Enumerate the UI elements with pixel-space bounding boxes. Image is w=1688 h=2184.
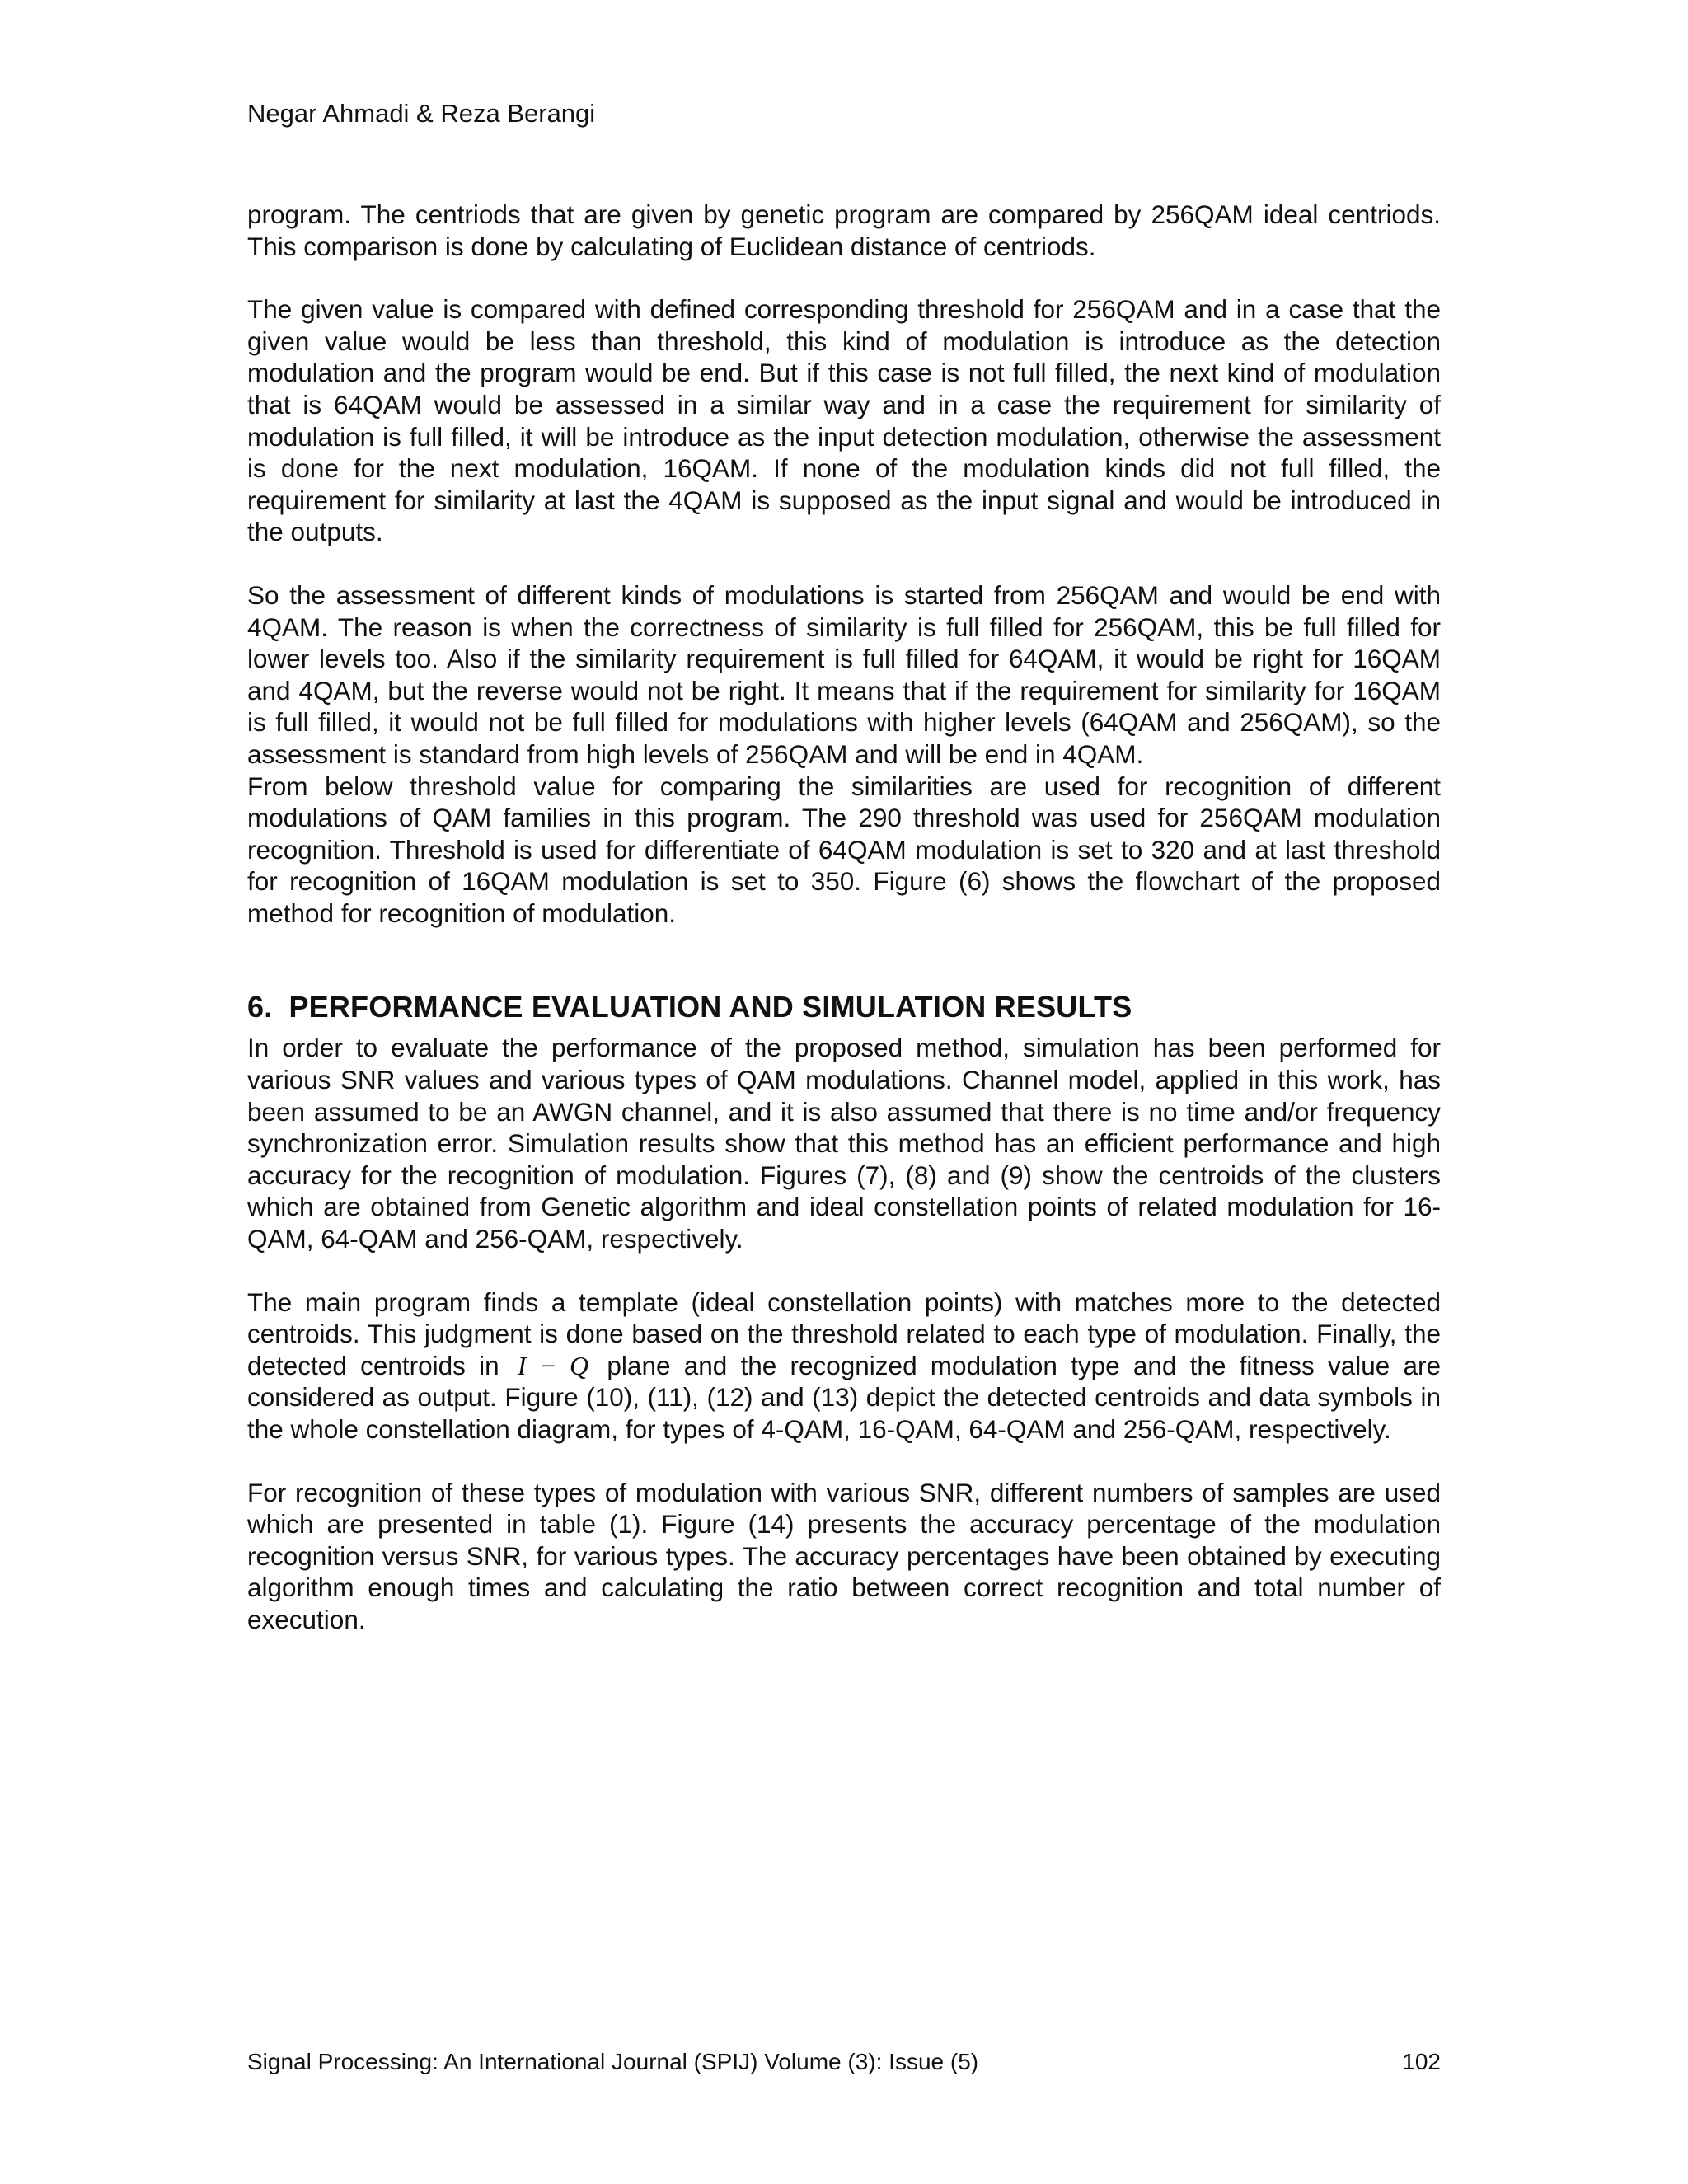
section-heading (247, 987, 1441, 1027)
footer-journal-citation: Signal Processing: An International Journal (SPIJ) Volume (3): Issue (5) (247, 2049, 979, 2074)
body-paragraph: The given value is compared with defined corresponding threshold for 256QAM and in a case that the given value would be less than threshold, this kind of modulation is introduce as the detection modulation and the program would be end. But if this case is not full filled, the next kind of modulation that is 64QAM would be assessed in a similar way and in a case the requirement for similarity of modulation is full filled, it will be introduce as the input detection modulation, otherwise the assessment is done for the next modulation, 16QAM. If none of the modulation kinds did not full filled, the requirement for similarity at last the 4QAM is supposed as the input signal and would be introduced in the outputs. (247, 294, 1441, 547)
body-paragraph: So the assessment of different kinds of modulations is started from 256QAM and would be end with 4QAM. The reason is when the correctness of similarity is full filled for 256QAM, this be full filled for lower levels too. Also if the similarity requirement is full filled for 64QAM, it would be right for 16QAM and 4QAM, but the reverse would not be right. It means that if the requirement for similarity for 16QAM is full filled, it would not be full filled for modulations with higher levels (64QAM and 256QAM), so the assessment is standard from high levels of 256QAM and will be end in 4QAM. (247, 579, 1441, 769)
section-number: 6. (247, 990, 273, 1024)
section-title: PERFORMANCE EVALUATION AND SIMULATION RESULTS (288, 990, 1132, 1024)
section-paragraph-text: The main program finds a template (ideal constellation points) with matches more to the detected centroids. This judgment is done based on the threshold related to each type of modulation. Finally, the detected centroids in (247, 1286, 1441, 1380)
section-paragraph: In order to evaluate the performance of the proposed method, simulation has been performed for various SNR values and various types of QAM modulations. Channel model, applied in this work, has been assumed to be an AWGN channel, and it is also assumed that there is no time and/or frequency synchronization error. Simulation results show that this method has an efficient performance and high accuracy for the recognition of modulation. Figures (7), (8) and (9) show the centroids of the clusters which are obtained from Genetic algorithm and ideal constellation points of related modulation for 16-QAM, 64-QAM and 256-QAM, respectively. (247, 1033, 1441, 1254)
running-footer (247, 2047, 1441, 2077)
section-paragraph (247, 1286, 1441, 1446)
body-paragraph: From below threshold value for comparing the similarities are used for recognition of different modulations of QAM families in this program. The 290 threshold was used for 256QAM modulation recognition. Threshold is used for differentiate of 64QAM modulation is set to 320 and at last threshold for recognition of 16QAM modulation is set to 350. Figure (6) shows the flowchart of the proposed method for recognition of modulation. (247, 771, 1441, 928)
page-number: 102 (1402, 2049, 1441, 2074)
section-paragraph: For recognition of these types of modulation with various SNR, different numbers of samples are used which are presented in table (1). Figure (14) presents the accuracy percentage of the modulation recognition versus SNR, for various types. The accuracy percentages have been obtained by executing algorithm enough times and calculating the ratio between correct recognition and total number of execution. (247, 1477, 1441, 1634)
body-paragraph: program. The centriods that are given by genetic program are compared by 256QAM ideal centriods. This comparison is done by calculating of Euclidean distance of centriods. (247, 199, 1441, 261)
math-expression-i-q: I − Q (517, 1350, 589, 1380)
running-header-authors: Negar Ahmadi & Reza Berangi (247, 99, 596, 128)
section-paragraph-text: plane and the recognized modulation type and the fitness value are considered as output. Figure (10), (11), (12) and (13) depict the detected centroids and data symbols in the whole constellation diagram, for types of 4-QAM, 16-QAM, 64-QAM and 256-QAM, respectively. (247, 1350, 1441, 1444)
page-body (247, 199, 1441, 1636)
